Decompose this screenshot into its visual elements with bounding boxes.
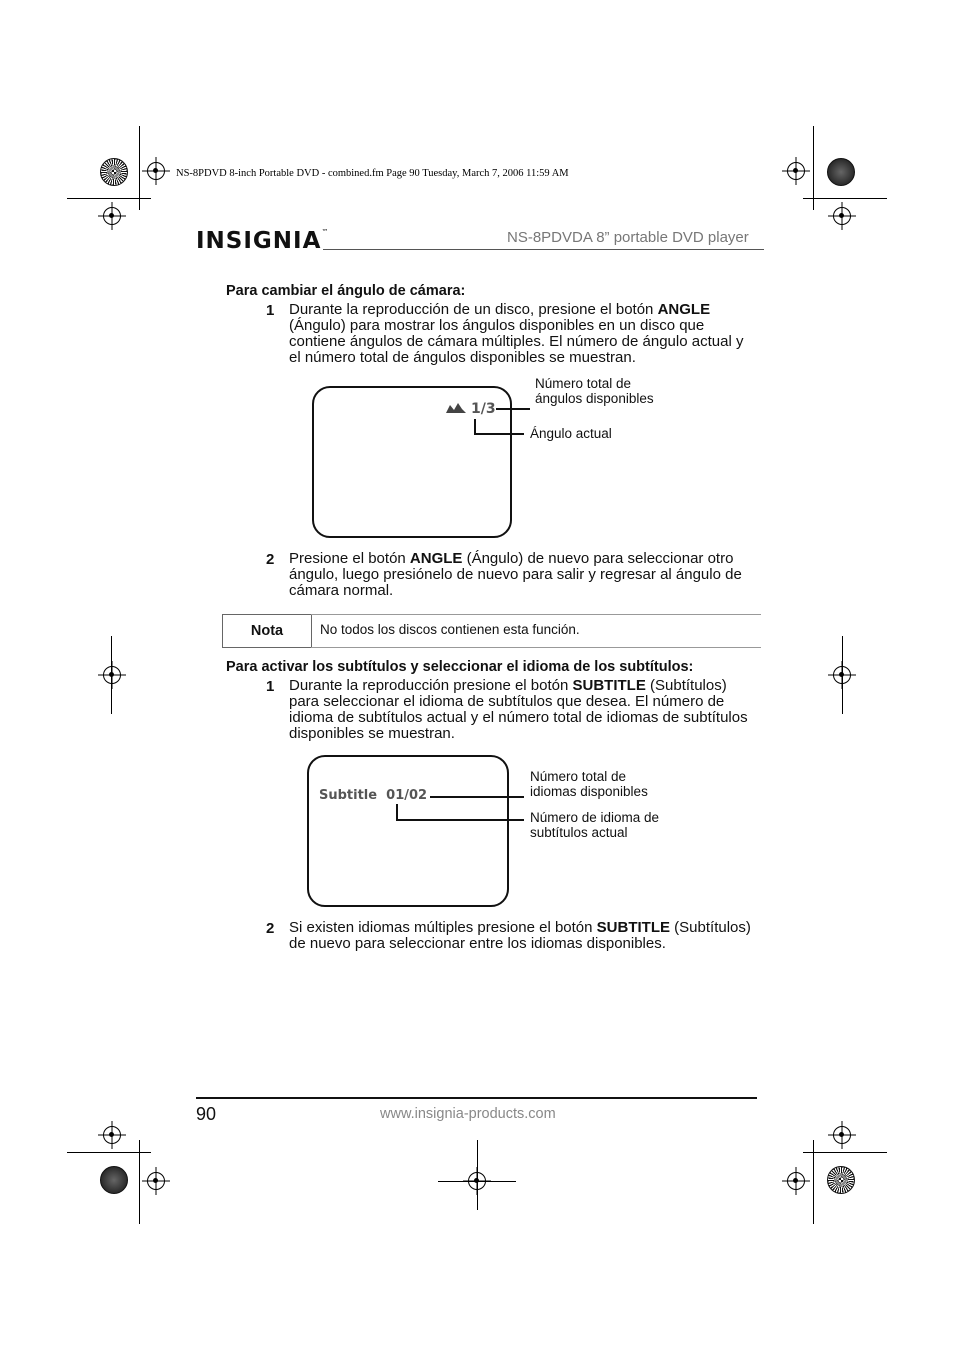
note-rule-top — [311, 614, 761, 615]
subtitle-osd-value: 01/02 — [386, 788, 428, 803]
section-heading-subtitles: Para activar los subtítulos y seleccionar el idioma de los subtítulos: — [226, 659, 694, 675]
step-number: 2 — [266, 551, 275, 568]
footer-url: www.insignia-products.com — [380, 1106, 556, 1122]
step-text: Durante la reproducción de un disco, presione el botón ANGLE (Ángulo) para mostrar los ángulos disponibles en un disco que contiene ángulos de cámara múltiples. El número de ángulo actual y el número total de ángulos disponibles se muestran. — [289, 301, 744, 366]
header-rule — [323, 249, 764, 250]
note-rule-bottom — [311, 647, 761, 648]
insignia-logo — [196, 228, 329, 254]
footer-rule — [196, 1097, 757, 1099]
subtitle-osd-screen — [307, 755, 509, 907]
file-header: NS-8PDVD 8-inch Portable DVD - combined.fm Page 90 Tuesday, March 7, 2006 11:59 AM — [176, 168, 569, 179]
header-title: NS-8PDVDA 8” portable DVD player — [507, 229, 749, 246]
step-text: Si existen idiomas múltiples presione el botón SUBTITLE (Subtítulos) de nuevo para seleccionar entre los idiomas disponibles. — [289, 919, 751, 952]
section-heading-angle: Para cambiar el ángulo de cámara: — [226, 283, 466, 299]
camera-angle-icon — [445, 402, 467, 414]
callout-total-angles: Número total de ángulos disponibles — [535, 376, 654, 406]
step-number: 2 — [266, 920, 275, 937]
callout-total-languages: Número total de idiomas disponibles — [530, 769, 648, 799]
note-label: Nota — [222, 614, 312, 648]
step-number: 1 — [266, 678, 275, 695]
logo-text: INSIGNIA — [196, 228, 322, 254]
page-number: 90 — [196, 1104, 217, 1124]
note-text: No todos los discos contienen esta función. — [320, 622, 580, 637]
angle-osd-value: 1/3 — [471, 401, 496, 417]
callout-current-angle: Ángulo actual — [530, 426, 612, 441]
step-number: 1 — [266, 302, 275, 319]
subtitle-osd — [319, 788, 427, 803]
subtitle-osd-label: Subtitle — [319, 788, 378, 803]
logo-trademark: ™ — [321, 228, 330, 236]
step-text: Presione el botón ANGLE (Ángulo) de nuevo para seleccionar otro ángulo, luego presiónelo de nuevo para salir y regresar al ángulo de cámara normal. — [289, 550, 742, 599]
step-text: Durante la reproducción presione el botón SUBTITLE (Subtítulos) para seleccionar el idioma de subtítulos que desea. El número de idioma de subtítulos actual y el número total de idiomas de subtítulos disponibles se muestran. — [289, 677, 748, 742]
callout-current-language: Número de idioma de subtítulos actual — [530, 810, 660, 840]
